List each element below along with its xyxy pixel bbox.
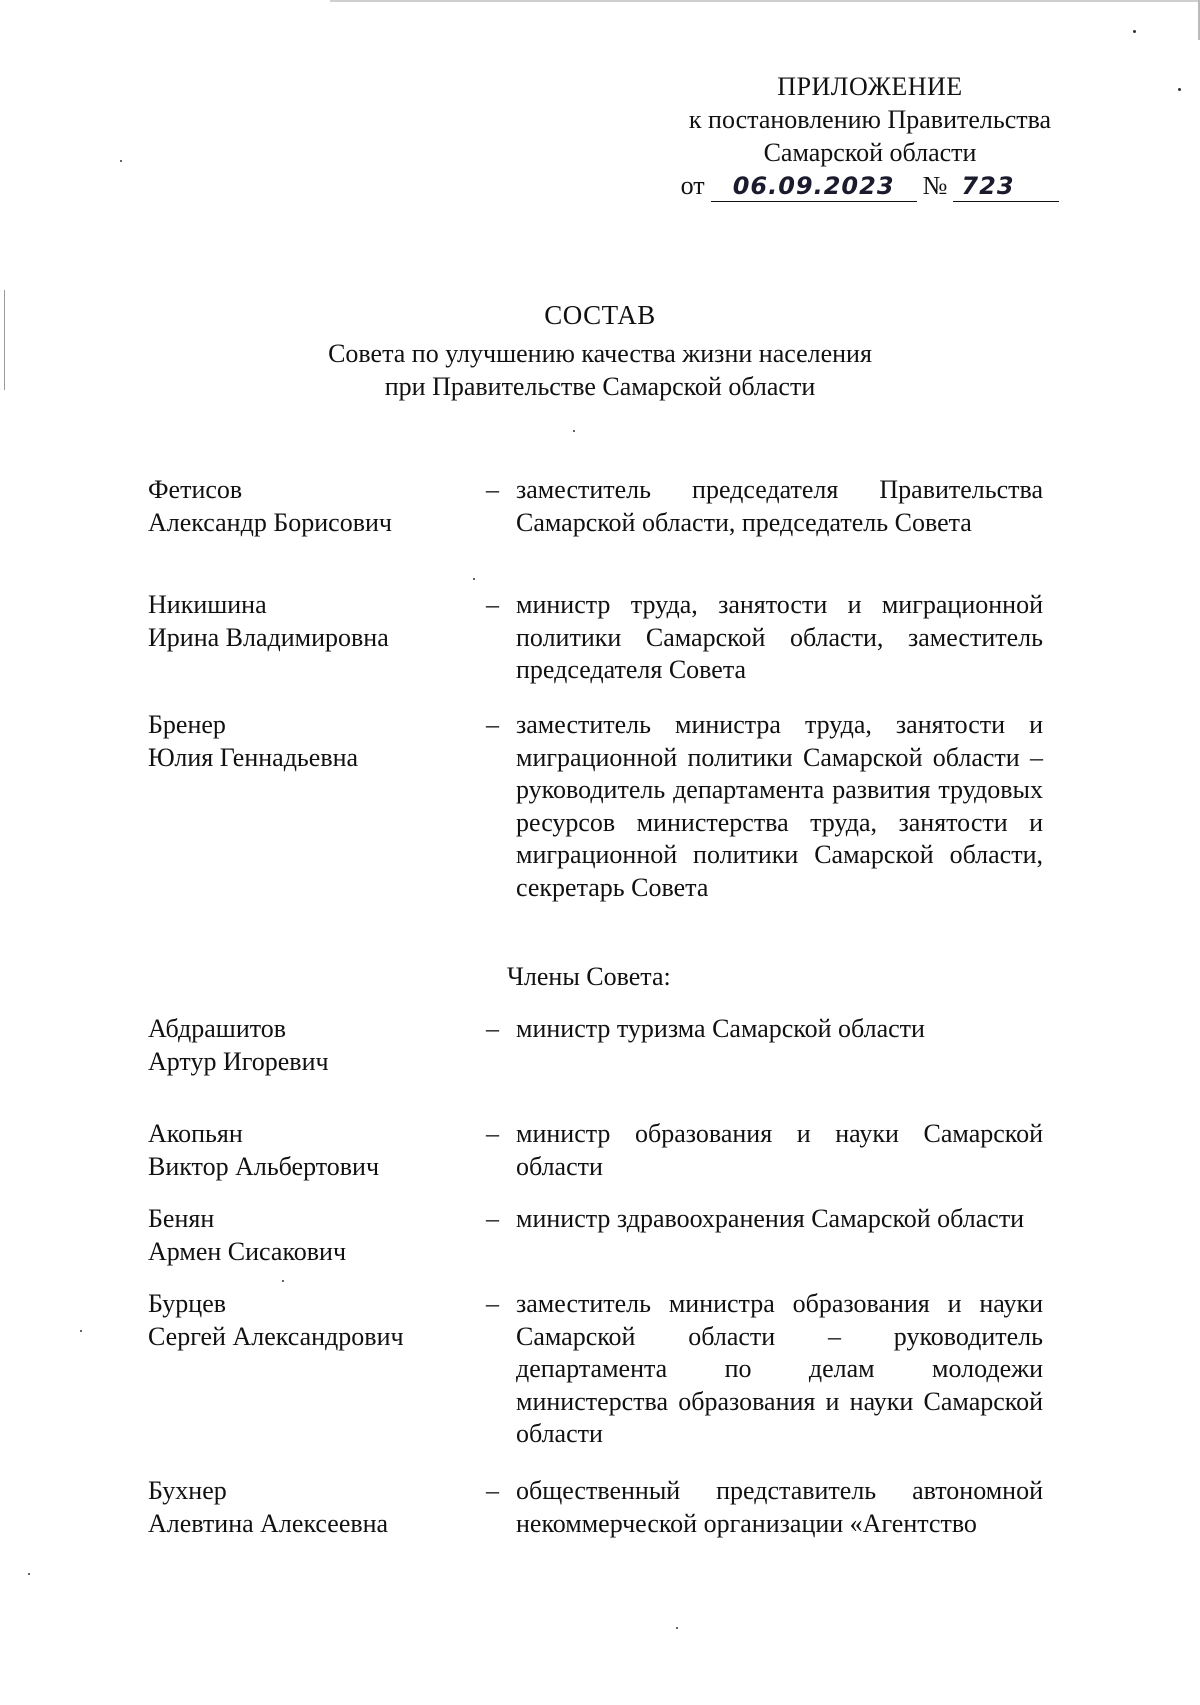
dash: – — [486, 1014, 499, 1043]
appendix-header — [640, 70, 1100, 202]
member-name — [148, 1203, 478, 1268]
scan-speck — [473, 578, 475, 580]
scan-speck — [28, 1573, 30, 1575]
appendix-line-2: Самарской области — [763, 138, 977, 167]
member-given-name: Виктор Альбертович — [148, 1151, 380, 1181]
member-surname: Акопьян — [148, 1119, 243, 1148]
member-surname: Бурцев — [148, 1289, 227, 1318]
member-position: заместитель министра труда, занятости и миграционной политики Самарской области – руководитель департамента развития трудовых ресурсов министерства труда, занятости и миграционной политики Самарской области, секретарь Совета — [516, 710, 1043, 902]
member-position: министр образования и науки Самарской области — [516, 1119, 1043, 1181]
number-label: № — [922, 171, 948, 200]
member-surname: Фетисов — [148, 475, 243, 504]
dash: – — [486, 475, 499, 504]
dash: – — [486, 1119, 499, 1148]
resolution-reference — [640, 169, 1100, 202]
member-name — [148, 1013, 478, 1078]
member-position: министр здравоохранения Самарской области — [516, 1204, 1025, 1233]
appendix-heading: ПРИЛОЖЕНИЕ — [777, 72, 963, 101]
member-given-name: Юлия Геннадьевна — [148, 742, 359, 772]
member-surname: Бенян — [148, 1204, 215, 1233]
member-position: министр труда, занятости и миграционной политики Самарской области, заместитель председателя Совета — [516, 590, 1043, 684]
member-surname: Бухнер — [148, 1476, 227, 1505]
member-position: заместитель председателя Правительства Самарской области, председатель Совета — [516, 475, 1043, 537]
scan-speck — [1133, 30, 1136, 33]
title-main: СОСТАВ — [544, 300, 656, 330]
title-line-2: при Правительстве Самарской области — [384, 372, 816, 401]
document-title — [200, 299, 1000, 403]
member-given-name: Александр Борисович — [148, 507, 392, 537]
handwritten-number: 723 — [953, 171, 1059, 202]
member-given-name: Алевтина Алексеевна — [148, 1508, 389, 1538]
dash: – — [486, 710, 499, 739]
from-label: от — [680, 171, 705, 200]
appendix-line-1: к постановлению Правительства — [688, 105, 1052, 134]
scan-edge-top — [330, 0, 1200, 2]
member-name — [148, 1475, 478, 1540]
member-name — [148, 1288, 478, 1353]
member-surname: Бренер — [148, 710, 226, 739]
dash: – — [486, 1289, 499, 1318]
member-given-name: Артур Игоревич — [148, 1046, 329, 1076]
dash: – — [486, 1476, 499, 1505]
scan-speck — [1178, 88, 1181, 91]
member-position: министр туризма Самарской области — [516, 1014, 925, 1043]
member-position: заместитель министра образования и науки Самарской области – руководитель департамента по делам молодежи министерства образования и науки Самарской области — [516, 1289, 1043, 1448]
member-position: общественный представитель автономной некоммерческой организации «Агентство — [516, 1476, 1043, 1538]
member-given-name: Армен Сисакович — [148, 1236, 347, 1266]
member-name — [148, 709, 478, 774]
scan-speck — [80, 1330, 82, 1332]
scan-edge-left — [4, 290, 5, 390]
member-surname: Абдрашитов — [148, 1014, 287, 1043]
member-name — [148, 589, 478, 654]
dash: – — [486, 1204, 499, 1233]
members-heading: Члены Совета: — [507, 962, 671, 991]
handwritten-date: 06.09.2023 — [711, 171, 917, 202]
member-name — [148, 1118, 478, 1183]
title-line-1: Совета по улучшению качества жизни населения — [328, 339, 872, 368]
member-given-name: Сергей Александрович — [148, 1321, 404, 1351]
scan-speck — [573, 430, 575, 432]
scan-speck — [120, 160, 122, 162]
scan-speck — [676, 1627, 678, 1629]
dash: – — [486, 590, 499, 619]
member-name — [148, 474, 478, 539]
scan-speck — [282, 1280, 284, 1282]
member-given-name: Ирина Владимировна — [148, 622, 389, 652]
member-surname: Никишина — [148, 590, 267, 619]
